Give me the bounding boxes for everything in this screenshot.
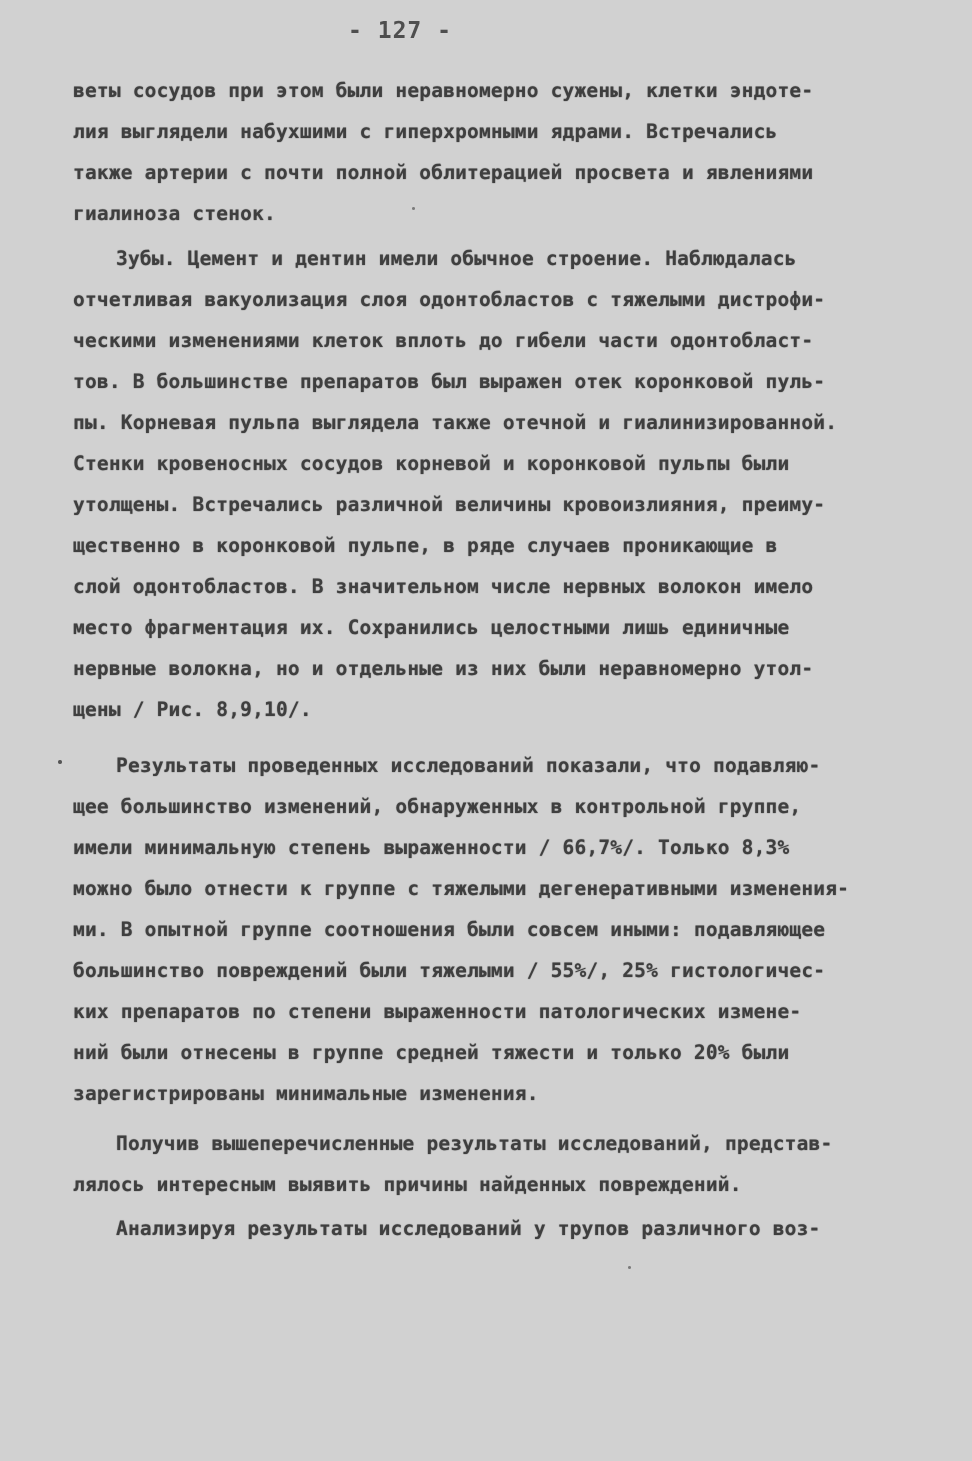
- text-line: Анализируя результаты исследований у трупов различного воз-: [116, 1217, 821, 1240]
- text-line: веты сосудов при этом были неравномерно сужены, клетки эндоте-: [73, 79, 814, 102]
- paragraph-teeth: [73, 238, 903, 730]
- text-line: также артерии с почти полной облитерацией просвета и явлениями: [73, 161, 814, 184]
- text-line: Результаты проведенных исследований показали, что подавляю-: [116, 754, 821, 777]
- paragraph-analysis: [73, 1208, 903, 1249]
- text-line: можно было отнести к группе с тяжелыми дегенеративными изменения-: [73, 877, 850, 900]
- text-line: Стенки кровеносных сосудов корневой и коронковой пульпы были: [73, 452, 790, 475]
- text-line: большинство повреждений были тяжелыми / 55%/, 25% гистологичес-: [73, 959, 826, 982]
- margin-mark: [58, 760, 62, 764]
- text-line: Получив вышеперечисленные результаты исследований, представ-: [116, 1132, 833, 1155]
- text-line: щественно в коронковой пульпе, в ряде случаев проникающие в: [73, 534, 778, 557]
- text-line: зарегистрированы минимальные изменения.: [73, 1082, 539, 1105]
- text-line: лялось интересным выявить причины найденных повреждений.: [73, 1173, 742, 1196]
- text-line: место фрагментация их. Сохранились целостными лишь единичные: [73, 616, 790, 639]
- page-number: - 127 -: [348, 18, 452, 44]
- text-line: Зубы. Цемент и дентин имели обычное строение. Наблюдалась: [116, 247, 797, 270]
- text-line: лия выглядели набухшими с гиперхромными ядрами. Встречались: [73, 120, 778, 143]
- text-line: ческими изменениями клеток вплоть до гибели части одонтобласт-: [73, 329, 814, 352]
- text-line: нервные волокна, но и отдельные из них были неравномерно утол-: [73, 657, 814, 680]
- text-line: гиалиноза стенок.: [73, 202, 276, 225]
- text-line: имели минимальную степень выраженности / 66,7%/. Только 8,3%: [73, 836, 790, 859]
- text-line: слой одонтобластов. В значительном числе нервных волокон имело: [73, 575, 814, 598]
- paragraph-vessels: [73, 70, 903, 234]
- text-line: ний были отнесены в группе средней тяжести и только 20% были: [73, 1041, 790, 1064]
- text-line: тов. В большинстве препаратов был выражен отек коронковой пуль-: [73, 370, 826, 393]
- text-line: пы. Корневая пульпа выглядела также отечной и гиалинизированной.: [73, 411, 838, 434]
- paragraph-results: [73, 745, 903, 1114]
- text-line: ми. В опытной группе соотношения были совсем иными: подавляющее: [73, 918, 826, 941]
- text-line: щены / Рис. 8,9,10/.: [73, 698, 312, 721]
- paragraph-interest: [73, 1123, 903, 1205]
- text-line: щее большинство изменений, обнаруженных в контрольной группе,: [73, 795, 802, 818]
- text-line: отчетливая вакуолизация слоя одонтобластов с тяжелыми дистрофи-: [73, 288, 826, 311]
- text-line: ких препаратов по степени выраженности патологических измене-: [73, 1000, 802, 1023]
- text-line: утолщены. Встречались различной величины кровоизлияния, преиму-: [73, 493, 826, 516]
- scan-speck: [628, 1266, 631, 1269]
